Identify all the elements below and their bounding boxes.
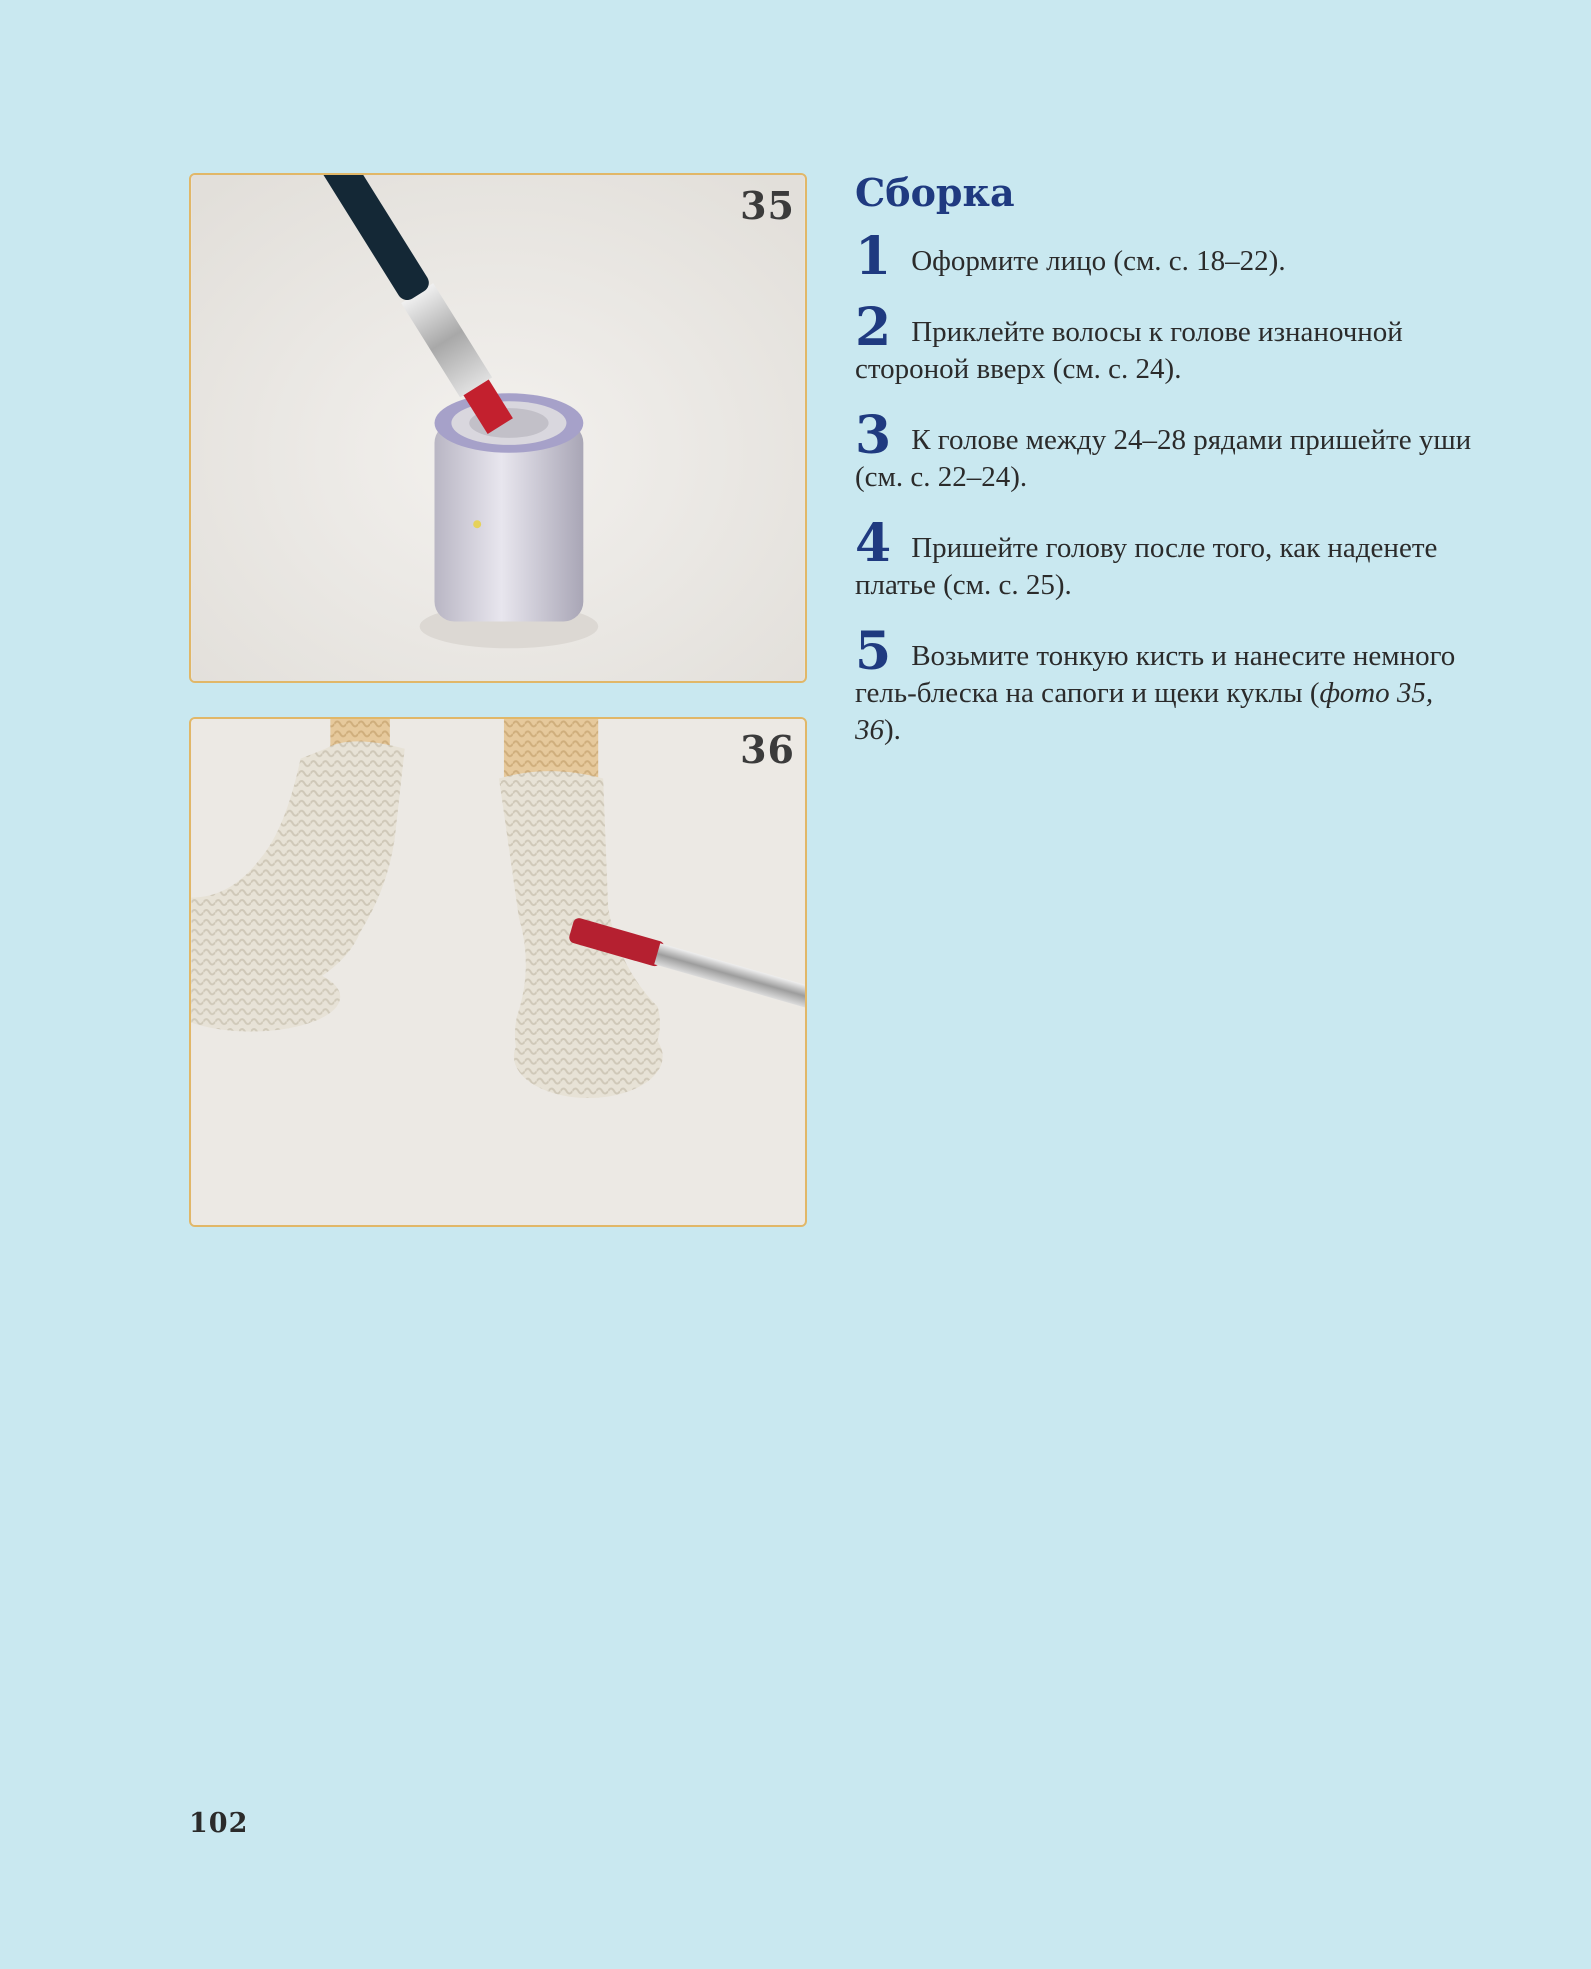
step-number: 2 — [855, 297, 892, 358]
step-5 — [855, 621, 1475, 749]
step-number: 3 — [855, 405, 892, 466]
photo-reference: фото 35, 36 — [855, 677, 1434, 746]
section-title: Сборка — [855, 170, 1015, 215]
glitter-bottle-illustration — [191, 175, 805, 681]
step-text: Приклейте волосы к голове изнаночной стороной вверх (см. с. 24). — [855, 316, 1403, 385]
step-number: 5 — [855, 621, 892, 682]
photo-35 — [189, 173, 807, 683]
step-text: К голове между 24–28 рядами пришейте уши (см. с. 22–24). — [855, 424, 1472, 493]
assembly-section — [855, 170, 1475, 775]
step-text-end: ). — [884, 714, 901, 746]
step-2 — [855, 297, 1475, 388]
step-3 — [855, 405, 1475, 496]
photo-36 — [189, 717, 807, 1227]
step-text-main: Возьмите тонкую кисть и нанесите немного гель-блеска на сапоги и щеки куклы ( — [855, 640, 1456, 709]
step-text — [855, 640, 1455, 746]
photo-number: 35 — [740, 183, 795, 228]
step-4 — [855, 513, 1475, 604]
step-number: 4 — [855, 513, 892, 574]
step-text: Пришейте голову после того, как наденете платье (см. с. 25). — [855, 532, 1438, 601]
step-text: Оформите лицо (см. с. 18–22). — [911, 245, 1286, 277]
doll-boots-illustration — [191, 719, 805, 1225]
photo-number: 36 — [740, 727, 795, 772]
page-number: 102 — [189, 1808, 249, 1839]
step-number: 1 — [855, 226, 892, 287]
step-1 — [855, 226, 1475, 287]
